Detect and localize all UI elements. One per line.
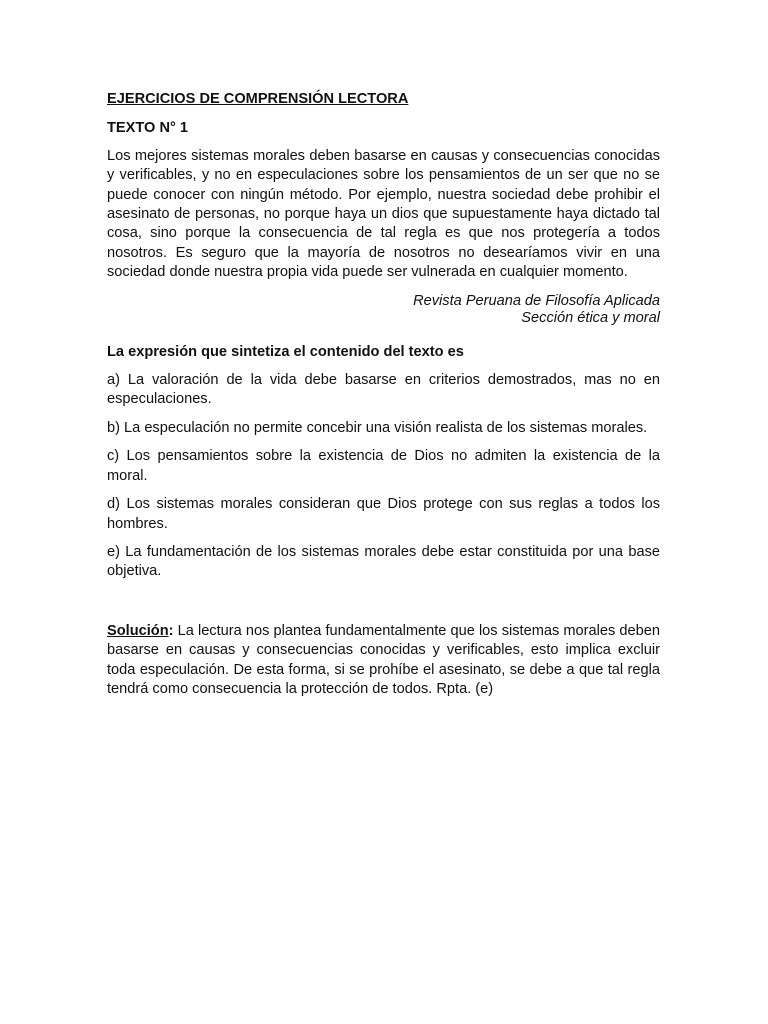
option-c: c) Los pensamientos sobre la existencia de Dios no admiten la existencia de la moral. <box>107 448 660 484</box>
source-journal: Revista Peruana de Filosofía Aplicada <box>413 292 660 309</box>
option-e: e) La fundamentación de los sistemas morales debe estar constituida por una base objetiva. <box>107 543 660 580</box>
solution-colon: : <box>168 622 174 639</box>
question-prompt: La expresión que sintetiza el contenido del texto es <box>107 343 464 360</box>
document-page <box>107 90 660 714</box>
option-b: b) La especulación no permite concebir una visión realista de los sistemas morales. <box>107 419 648 436</box>
option-d: d) Los sistemas morales consideran que Dios protege con sus reglas a todos los hombres. <box>107 496 660 532</box>
solution-paragraph <box>107 622 660 700</box>
solution-label: Solución <box>107 622 169 639</box>
document-title: EJERCICIOS DE COMPRENSIÓN LECTORA <box>107 91 409 107</box>
text-body: Los mejores sistemas morales deben basarse en causas y consecuencias conocidas y verificables, y no en especulaciones sobre los pensamientos de un ser que no se puede conocer con ningún método. Por ejemplo, nuestra sociedad debe prohibir el asesinato de personas, no porque haya un dios que supuestamente haya dictado tal cosa, sino porque la consecuencia de tal regla es que nos protegería a todos nosotros. Es seguro que la mayoría de nosotros no desearíamos vivir en una sociedad donde nuestra propia vida puede ser vulnerada en cualquier momento. <box>107 147 660 281</box>
source-citation <box>107 293 660 328</box>
option-a: a) La valoración de la vida debe basarse en criterios demostrados, mas no en especulaciones. <box>107 372 660 408</box>
solution-text: La lectura nos plantea fundamentalmente que los sistemas morales deben basarse en causas y consecuencias conocidas y verificables, esto implica excluir toda especulación. De esta forma, si se prohíbe el asesinato, se debe a que tal regla tendrá como consecuencia la protección de todos. Rpta. (e) <box>107 622 660 697</box>
text-heading: TEXTO N° 1 <box>107 120 188 137</box>
source-section: Sección ética y moral <box>521 310 660 327</box>
options-list <box>107 371 660 582</box>
